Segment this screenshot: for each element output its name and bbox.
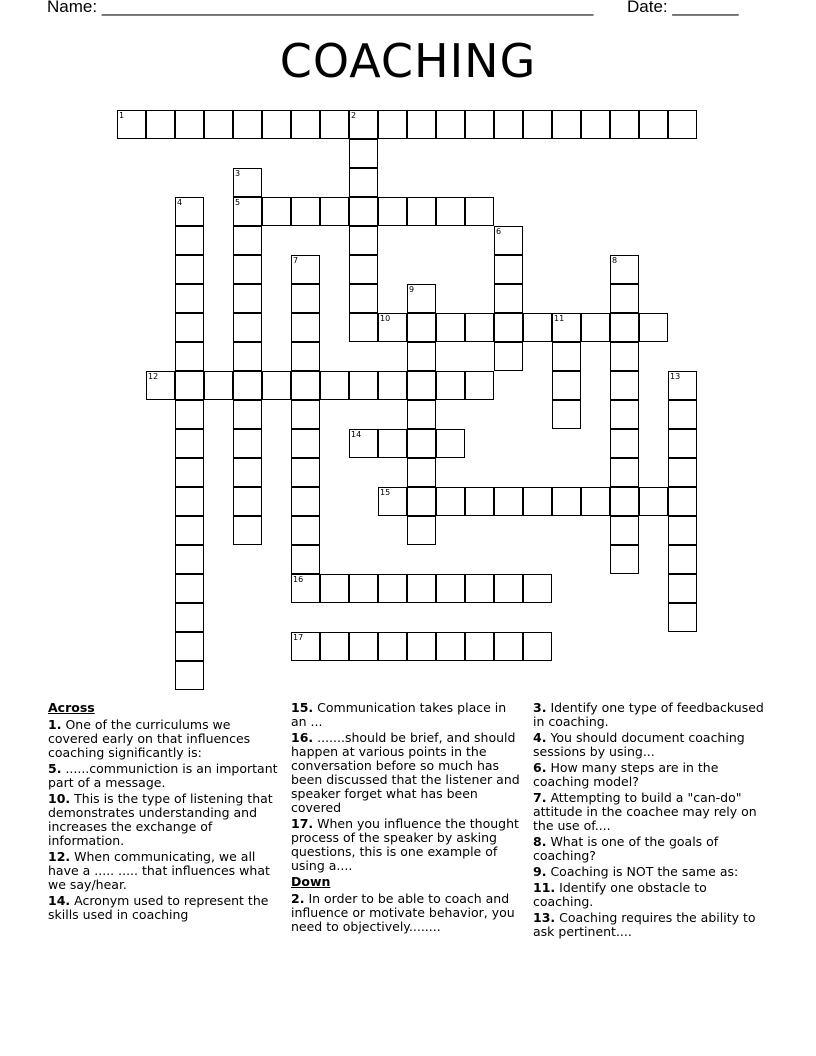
grid-cell[interactable] xyxy=(610,429,639,458)
grid-cell[interactable] xyxy=(175,400,204,429)
grid-cell[interactable] xyxy=(146,371,175,400)
grid-cell[interactable] xyxy=(668,574,697,603)
grid-cell[interactable] xyxy=(175,197,204,226)
clues-column-2 xyxy=(291,701,523,936)
grid-cell[interactable] xyxy=(291,458,320,487)
grid-cell[interactable] xyxy=(668,458,697,487)
grid-cell[interactable] xyxy=(668,371,697,400)
grid-cell[interactable] xyxy=(349,313,378,342)
grid-cell[interactable] xyxy=(233,487,262,516)
grid-cell[interactable] xyxy=(494,632,523,661)
grid-cell[interactable] xyxy=(378,313,407,342)
clues-column-1 xyxy=(48,701,280,924)
grid-cell[interactable] xyxy=(436,110,465,139)
grid-cell[interactable] xyxy=(668,545,697,574)
name-label: Name: xyxy=(47,0,98,16)
grid-cell[interactable] xyxy=(378,632,407,661)
clue-down-2: 2. In order to be able to coach and influence or motivate behavior, you need to objectively........ xyxy=(291,891,515,934)
grid-cell[interactable] xyxy=(436,429,465,458)
grid-cell[interactable] xyxy=(407,429,436,458)
cell-number: 13 xyxy=(670,372,681,381)
grid-cell[interactable] xyxy=(349,110,378,139)
grid-cell[interactable] xyxy=(233,342,262,371)
grid-cell[interactable] xyxy=(436,197,465,226)
grid-cell[interactable] xyxy=(436,574,465,603)
grid-cell[interactable] xyxy=(494,255,523,284)
grid-cell[interactable] xyxy=(378,574,407,603)
grid-cell[interactable] xyxy=(610,545,639,574)
grid-cell[interactable] xyxy=(175,661,204,690)
grid-cell[interactable] xyxy=(407,197,436,226)
grid-cell[interactable] xyxy=(175,429,204,458)
grid-cell[interactable] xyxy=(494,226,523,255)
grid-cell[interactable] xyxy=(175,632,204,661)
grid-cell[interactable] xyxy=(494,487,523,516)
grid-cell[interactable] xyxy=(407,284,436,313)
cell-number: 4 xyxy=(177,198,183,207)
grid-cell[interactable] xyxy=(436,371,465,400)
clue-across-5: 5. ......communiction is an important part of a message. xyxy=(48,761,278,790)
grid-cell[interactable] xyxy=(291,371,320,400)
clue-down-11: 11. Identify one obstacle to coaching. xyxy=(533,880,707,909)
grid-cell[interactable] xyxy=(204,110,233,139)
grid-cell[interactable] xyxy=(378,429,407,458)
clue-down-7: 7. Attempting to build a "can-do" attitude in the coachee may rely on the use of.... xyxy=(533,790,757,833)
grid-cell[interactable] xyxy=(291,255,320,284)
grid-cell[interactable] xyxy=(494,313,523,342)
grid-cell[interactable] xyxy=(465,197,494,226)
cell-number: 15 xyxy=(380,488,391,497)
clue-down-6: 6. How many steps are in the coaching model? xyxy=(533,760,719,789)
grid-cell[interactable] xyxy=(349,255,378,284)
clue-across-10: 10. This is the type of listening that demonstrates understanding and increases the exchange of information. xyxy=(48,791,273,848)
grid-cell[interactable] xyxy=(610,284,639,313)
grid-cell[interactable] xyxy=(465,110,494,139)
grid-cell[interactable] xyxy=(610,516,639,545)
grid-cell[interactable] xyxy=(262,371,291,400)
grid-cell[interactable] xyxy=(552,110,581,139)
cell-number: 3 xyxy=(235,169,241,178)
grid-cell[interactable] xyxy=(610,313,639,342)
grid-cell[interactable] xyxy=(291,400,320,429)
grid-cell[interactable] xyxy=(349,226,378,255)
grid-cell[interactable] xyxy=(552,400,581,429)
grid-cell[interactable] xyxy=(291,632,320,661)
grid-cell[interactable] xyxy=(175,342,204,371)
grid-cell[interactable] xyxy=(668,400,697,429)
grid-cell[interactable] xyxy=(494,342,523,371)
grid-cell[interactable] xyxy=(291,574,320,603)
grid-cell[interactable] xyxy=(523,632,552,661)
grid-cell[interactable] xyxy=(610,487,639,516)
grid-cell[interactable] xyxy=(581,313,610,342)
page-title: COACHING xyxy=(279,34,537,88)
grid-cell[interactable] xyxy=(291,313,320,342)
grid-cell[interactable] xyxy=(233,110,262,139)
grid-cell[interactable] xyxy=(523,313,552,342)
grid-cell[interactable] xyxy=(668,516,697,545)
grid-cell[interactable] xyxy=(407,458,436,487)
grid-cell[interactable] xyxy=(610,400,639,429)
grid-cell[interactable] xyxy=(233,313,262,342)
grid-cell[interactable] xyxy=(407,313,436,342)
cell-number: 10 xyxy=(380,314,391,323)
grid-cell[interactable] xyxy=(349,284,378,313)
grid-cell[interactable] xyxy=(175,313,204,342)
grid-cell[interactable] xyxy=(523,487,552,516)
grid-cell[interactable] xyxy=(465,371,494,400)
clue-down-13: 13. Coaching requires the ability to ask pertinent.... xyxy=(533,910,756,939)
grid-cell[interactable] xyxy=(610,255,639,284)
grid-cell[interactable] xyxy=(175,226,204,255)
grid-cell[interactable] xyxy=(175,516,204,545)
grid-cell[interactable] xyxy=(639,110,668,139)
grid-cell[interactable] xyxy=(407,342,436,371)
clue-across-15: 15. Communication takes place in an ... xyxy=(291,700,507,729)
grid-cell[interactable] xyxy=(465,632,494,661)
grid-cell[interactable] xyxy=(233,371,262,400)
cell-number: 9 xyxy=(409,285,415,294)
grid-cell[interactable] xyxy=(320,197,349,226)
grid-cell[interactable] xyxy=(175,574,204,603)
grid-cell[interactable] xyxy=(320,371,349,400)
grid-cell[interactable] xyxy=(349,371,378,400)
grid-cell[interactable] xyxy=(668,429,697,458)
grid-cell[interactable] xyxy=(175,545,204,574)
grid-cell[interactable] xyxy=(494,110,523,139)
grid-cell[interactable] xyxy=(407,371,436,400)
grid-cell[interactable] xyxy=(233,458,262,487)
grid-cell[interactable] xyxy=(407,516,436,545)
grid-cell[interactable] xyxy=(407,574,436,603)
grid-cell[interactable] xyxy=(233,197,262,226)
grid-cell[interactable] xyxy=(175,603,204,632)
date-label: Date: xyxy=(627,0,668,16)
grid-cell[interactable] xyxy=(175,371,204,400)
cell-number: 8 xyxy=(612,256,618,265)
cell-number: 14 xyxy=(351,430,362,439)
grid-cell[interactable] xyxy=(378,110,407,139)
clue-across-14: 14. Acronym used to represent the skills used in coaching xyxy=(48,893,269,922)
grid-cell[interactable] xyxy=(610,458,639,487)
grid-cell[interactable] xyxy=(291,110,320,139)
grid-cell[interactable] xyxy=(552,371,581,400)
grid-cell[interactable] xyxy=(552,313,581,342)
cell-number: 2 xyxy=(351,111,357,120)
grid-cell[interactable] xyxy=(175,110,204,139)
grid-cell[interactable] xyxy=(552,487,581,516)
cell-number: 12 xyxy=(148,372,159,381)
grid-cell[interactable] xyxy=(233,429,262,458)
grid-cell[interactable] xyxy=(523,110,552,139)
grid-cell[interactable] xyxy=(378,487,407,516)
grid-cell[interactable] xyxy=(668,110,697,139)
grid-cell[interactable] xyxy=(523,574,552,603)
grid-cell[interactable] xyxy=(291,284,320,313)
grid-cell[interactable] xyxy=(610,110,639,139)
grid-cell[interactable] xyxy=(175,487,204,516)
grid-cell[interactable] xyxy=(320,110,349,139)
clue-down-9: 9. Coaching is NOT the same as: xyxy=(533,864,739,879)
grid-cell[interactable] xyxy=(262,110,291,139)
cell-number: 16 xyxy=(293,575,304,584)
grid-cell[interactable] xyxy=(494,284,523,313)
grid-cell[interactable] xyxy=(639,313,668,342)
clue-down-4: 4. You should document coaching sessions by using... xyxy=(533,730,745,759)
grid-cell[interactable] xyxy=(378,371,407,400)
clue-across-12: 12. When communicating, we all have a ..... ..... that influences what we say/hear. xyxy=(48,849,270,892)
down-heading: Down xyxy=(291,874,331,889)
grid-cell[interactable] xyxy=(349,574,378,603)
grid-cell[interactable] xyxy=(233,516,262,545)
grid-cell[interactable] xyxy=(407,632,436,661)
grid-cell[interactable] xyxy=(320,574,349,603)
grid-cell[interactable] xyxy=(291,487,320,516)
grid-cell[interactable] xyxy=(668,487,697,516)
grid-cell[interactable] xyxy=(494,574,523,603)
clue-down-8: 8. What is one of the goals of coaching? xyxy=(533,834,719,863)
grid-cell[interactable] xyxy=(146,110,175,139)
date-line: _______ xyxy=(672,0,739,16)
grid-cell[interactable] xyxy=(320,632,349,661)
grid-cell[interactable] xyxy=(436,313,465,342)
grid-cell[interactable] xyxy=(175,458,204,487)
grid-cell[interactable] xyxy=(668,603,697,632)
across-heading: Across xyxy=(48,700,95,715)
grid-cell[interactable] xyxy=(291,516,320,545)
grid-cell[interactable] xyxy=(233,226,262,255)
clue-across-16: 16. .......should be brief, and should happen at various points in the conversation before so much has been discussed that the listener and speaker forget what has been covered xyxy=(291,730,520,815)
cell-number: 11 xyxy=(554,314,565,323)
grid-cell[interactable] xyxy=(349,429,378,458)
grid-cell[interactable] xyxy=(349,139,378,168)
grid-cell[interactable] xyxy=(233,255,262,284)
grid-cell[interactable] xyxy=(465,313,494,342)
clue-across-1: 1. One of the curriculums we covered early on that influences coaching significantly is: xyxy=(48,717,251,760)
cell-number: 1 xyxy=(119,111,125,120)
grid-cell[interactable] xyxy=(233,400,262,429)
grid-cell[interactable] xyxy=(378,197,407,226)
grid-cell[interactable] xyxy=(581,110,610,139)
clue-down-3: 3. Identify one type of feedbackused in coaching. xyxy=(533,700,764,729)
cell-number: 7 xyxy=(293,256,299,265)
cell-number: 6 xyxy=(496,227,502,236)
grid-cell[interactable] xyxy=(262,197,291,226)
grid-cell[interactable] xyxy=(204,371,233,400)
grid-cell[interactable] xyxy=(581,487,610,516)
grid-cell[interactable] xyxy=(436,632,465,661)
grid-cell[interactable] xyxy=(639,487,668,516)
grid-cell[interactable] xyxy=(552,342,581,371)
grid-cell[interactable] xyxy=(291,429,320,458)
grid-cell[interactable] xyxy=(407,400,436,429)
grid-cell[interactable] xyxy=(436,487,465,516)
grid-cell[interactable] xyxy=(291,197,320,226)
clue-across-17: 17. When you influence the thought process of the speaker by asking questions, this is one example of using a.... xyxy=(291,816,519,873)
grid-cell[interactable] xyxy=(175,255,204,284)
grid-cell[interactable] xyxy=(465,487,494,516)
grid-cell[interactable] xyxy=(610,342,639,371)
clues-column-3 xyxy=(533,701,765,941)
grid-cell[interactable] xyxy=(233,284,262,313)
grid-cell[interactable] xyxy=(407,487,436,516)
grid-cell[interactable] xyxy=(291,545,320,574)
grid-cell[interactable] xyxy=(233,168,262,197)
grid-cell[interactable] xyxy=(291,342,320,371)
cell-number: 17 xyxy=(293,633,304,642)
grid-cell[interactable] xyxy=(349,197,378,226)
grid-cell[interactable] xyxy=(349,168,378,197)
grid-cell[interactable] xyxy=(175,284,204,313)
grid-cell[interactable] xyxy=(349,632,378,661)
name-line: ____________________________________________________ xyxy=(101,0,594,16)
grid-cell[interactable] xyxy=(610,371,639,400)
cell-number: 5 xyxy=(235,198,241,207)
grid-cell[interactable] xyxy=(465,574,494,603)
grid-cell[interactable] xyxy=(117,110,146,139)
grid-cell[interactable] xyxy=(407,110,436,139)
